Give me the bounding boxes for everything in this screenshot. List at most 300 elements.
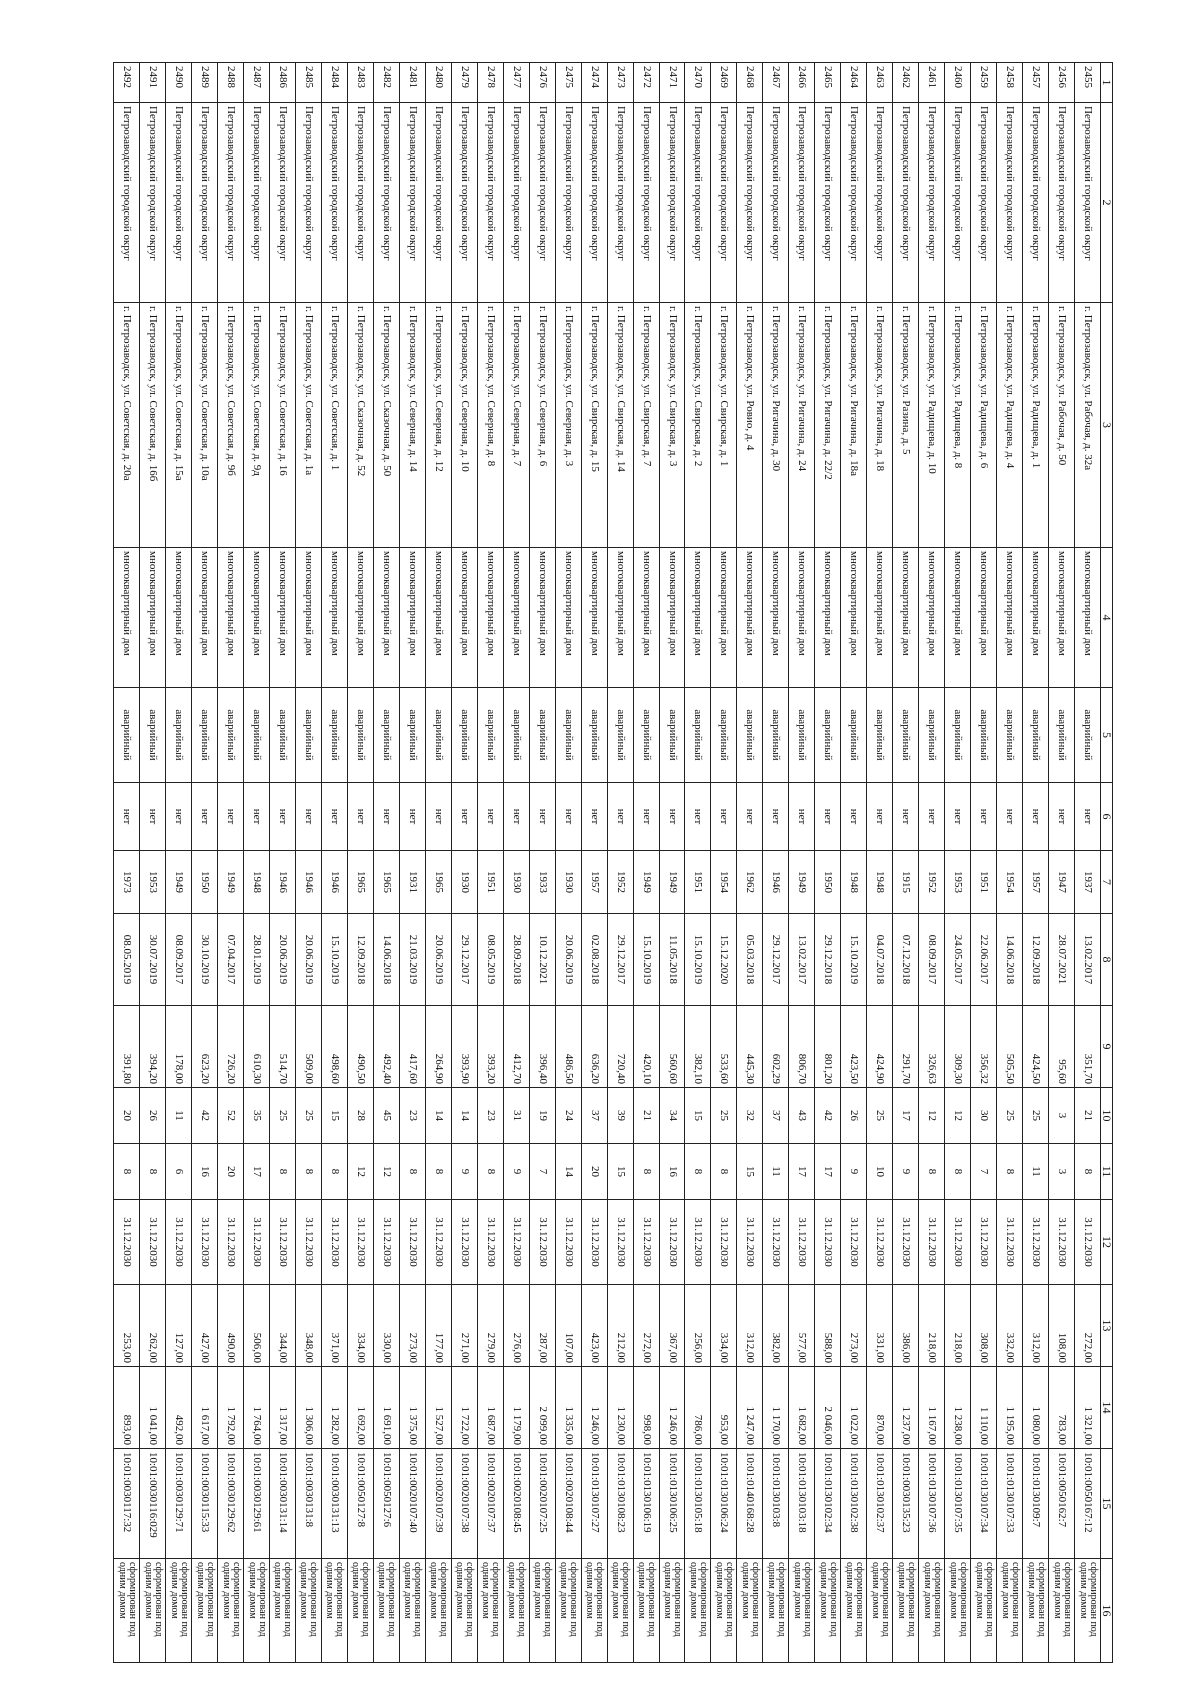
table-cell: г. Петрозаводск, ул. Радищева, д. 10 [919,303,945,548]
table-cell: 1933 [529,851,555,914]
table-cell: 577,00 [789,1285,815,1367]
table-cell: многоквартирный дом [114,548,140,688]
table-cell: 291,70 [893,1006,919,1088]
table-cell: 588,00 [815,1285,841,1367]
table-cell: аварийный [789,688,815,783]
table-row [737,63,763,1663]
table-cell: Петрозаводский городской округ [997,103,1023,303]
table-cell: Петрозаводский городской округ [425,103,451,303]
table-cell: 309,30 [945,1006,971,1088]
table-cell: 30.10.2019 [192,914,218,1006]
table-cell: Петрозаводский городской округ [841,103,867,303]
column-header: 4 [1101,548,1113,688]
table-cell: 31.12.2030 [919,1200,945,1285]
table-cell: 2476 [529,63,555,103]
table-cell: нет [685,783,711,851]
table-cell: аварийный [867,688,893,783]
table-cell: 1962 [737,851,763,914]
table-cell: многоквартирный дом [841,548,867,688]
table-cell: нет [503,783,529,851]
table-cell: 8 [270,1144,296,1200]
table-cell: 8 [114,1144,140,1200]
table-cell: многоквартирный дом [347,548,373,688]
table-cell: 7 [529,1144,555,1200]
table-cell: Петрозаводский городской округ [789,103,815,303]
table-cell: 393,90 [451,1006,477,1088]
table-cell: 10:01:0030116:029 [140,1449,166,1559]
table-cell: 31.12.2030 [607,1200,633,1285]
table-cell: 31.12.2030 [997,1200,1023,1285]
table-cell: 417,60 [399,1006,425,1088]
table-cell: 10.12.2021 [529,914,555,1006]
table-cell: аварийный [218,688,244,783]
table-cell: г. Петрозаводск, ул. Ровио, д. 4 [737,303,763,548]
table-cell: 31.12.2030 [373,1200,399,1285]
table-cell: 15.10.2019 [321,914,347,1006]
table-cell: 31.12.2030 [633,1200,659,1285]
table-cell: 424,90 [867,1006,893,1088]
table-cell: сформирован под одним домом [919,1559,945,1663]
table-cell: 412,70 [503,1006,529,1088]
table-cell: 31.12.2030 [451,1200,477,1285]
table-cell: Петрозаводский городской округ [1075,103,1101,303]
column-header: 3 [1101,303,1113,548]
table-cell: 10:01:0030129:71 [166,1449,192,1559]
table-cell: 31.12.2030 [529,1200,555,1285]
table-cell: 31.12.2030 [244,1200,270,1285]
table-cell: 1 306,00 [295,1367,321,1449]
table-cell: 2480 [425,63,451,103]
table-cell: г. Петрозаводск, ул. Советская, д. 1а [295,303,321,548]
table-cell: 1949 [166,851,192,914]
table-cell: 10:01:0130107:27 [581,1449,607,1559]
table-cell: многоквартирный дом [607,548,633,688]
table-cell: 17 [893,1088,919,1144]
table-cell: 423,50 [841,1006,867,1088]
table-cell: 10:01:0020107:25 [529,1449,555,1559]
table-cell: 28.01.2019 [244,914,270,1006]
table-cell: аварийный [841,688,867,783]
table-cell: 1 237,00 [893,1367,919,1449]
table-cell: г. Петрозаводск, ул. Северная, д. 8 [477,303,503,548]
table-row [1023,63,1049,1663]
table-cell: Петрозаводский городской округ [919,103,945,303]
table-cell: г. Петрозаводск, ул. Северная, д. 12 [425,303,451,548]
table-cell: сформирован под одним домом [425,1559,451,1663]
table-cell: 1 375,00 [399,1367,425,1449]
table-row [971,63,997,1663]
table-cell: сформирован под одним домом [477,1559,503,1663]
table-cell: 31.12.2030 [685,1200,711,1285]
table-cell: 8 [1075,1144,1101,1200]
table-cell: сформирован под одним домом [529,1559,555,1663]
table-cell: аварийный [685,688,711,783]
table-cell: 31.12.2030 [321,1200,347,1285]
table-cell: 31.12.2030 [503,1200,529,1285]
table-cell: 334,00 [347,1285,373,1367]
table-cell: сформирован под одним домом [659,1559,685,1663]
table-cell: 45 [373,1088,399,1144]
table-cell: 26 [140,1088,166,1144]
table-cell: 10:01:0130102:37 [867,1449,893,1559]
table-cell: 610,30 [244,1006,270,1088]
table-cell: 8 [997,1144,1023,1200]
table-cell: 1947 [1049,851,1075,914]
table-cell: 8 [140,1144,166,1200]
table-cell: 2492 [114,63,140,103]
table-cell: 31.12.2030 [711,1200,737,1285]
table-cell: 2486 [270,63,296,103]
table-cell: 07.12.2018 [893,914,919,1006]
table-cell: 331,00 [867,1285,893,1367]
table-cell: 533,60 [711,1006,737,1088]
table-cell: 08.09.2017 [166,914,192,1006]
table-cell: 2482 [373,63,399,103]
table-cell: многоквартирный дом [295,548,321,688]
table-cell: 31.12.2030 [659,1200,685,1285]
table-cell: нет [711,783,737,851]
header-row [1101,63,1113,1663]
table-cell: сформирован под одним домом [347,1559,373,1663]
table-cell: 29.12.2017 [763,914,789,1006]
table-cell: 08.05.2019 [114,914,140,1006]
table-cell: 9 [841,1144,867,1200]
table-cell: 8 [711,1144,737,1200]
table-cell: 1965 [373,851,399,914]
table-cell: аварийный [555,688,581,783]
table-cell: 15.10.2019 [633,914,659,1006]
table-cell: 509,00 [295,1006,321,1088]
table-cell: 420,10 [633,1006,659,1088]
table-cell: 273,00 [399,1285,425,1367]
table-cell: 1 246,00 [659,1367,685,1449]
table-cell: 2464 [841,63,867,103]
table-cell: 786,00 [685,1367,711,1449]
table-cell: г. Петрозаводск, ул. Советская, д. 1 [321,303,347,548]
table-cell: 720,40 [607,1006,633,1088]
table-cell: 14 [451,1088,477,1144]
table-cell: многоквартирный дом [581,548,607,688]
table-cell: 2478 [477,63,503,103]
table-cell: сформирован под одним домом [140,1559,166,1663]
table-cell: 806,70 [789,1006,815,1088]
table-cell: 1946 [270,851,296,914]
table-cell: Петрозаводский городской округ [893,103,919,303]
table-cell: 1954 [997,851,1023,914]
table-cell: сформирован под одним домом [997,1559,1023,1663]
table-cell: многоквартирный дом [633,548,659,688]
table-cell: аварийный [373,688,399,783]
table-cell: 05.03.2018 [737,914,763,1006]
table-cell: сформирован под одним домом [192,1559,218,1663]
table-cell: сформирован под одним домом [1075,1559,1101,1663]
table-cell: 31.12.2030 [425,1200,451,1285]
table-cell: аварийный [893,688,919,783]
table-cell: нет [399,783,425,851]
table-cell: 308,00 [971,1285,997,1367]
table-cell: 12.09.2018 [1023,914,1049,1006]
table-cell: сформирован под одним домом [321,1559,347,1663]
table-cell: многоквартирный дом [270,548,296,688]
table-cell: 2483 [347,63,373,103]
table-cell: Петрозаводский городской округ [399,103,425,303]
table-cell: Петрозаводский городской округ [451,103,477,303]
table-cell: 2456 [1049,63,1075,103]
table-cell: г. Петрозаводск, ул. Свирская, д. 15 [581,303,607,548]
table-cell: 2469 [711,63,737,103]
table-cell: 2459 [971,63,997,103]
table-cell: сформирован под одним домом [607,1559,633,1663]
table-cell: 1 764,00 [244,1367,270,1449]
table-cell: 1949 [633,851,659,914]
table-cell: аварийный [244,688,270,783]
table-cell: 6 [166,1144,192,1200]
table-cell: нет [945,783,971,851]
table-cell: 25 [867,1088,893,1144]
table-cell: многоквартирный дом [425,548,451,688]
table-cell: нет [244,783,270,851]
table-cell: 12 [919,1088,945,1144]
table-cell: 10:01:0130109:7 [1023,1449,1049,1559]
table-cell: Петрозаводский городской округ [555,103,581,303]
table-cell: 1 335,00 [555,1367,581,1449]
table-cell: г. Петрозаводск, ул. Сказочная, д. 52 [347,303,373,548]
column-header: 6 [1101,783,1113,851]
table-cell: сформирован под одним домом [581,1559,607,1663]
table-cell: г. Петрозаводск, ул. Северная, д. 14 [399,303,425,548]
table-cell: 24 [555,1088,581,1144]
table-cell: 8 [321,1144,347,1200]
table-cell: 15 [607,1144,633,1200]
table-cell: 24.05.2017 [945,914,971,1006]
table-cell: нет [166,783,192,851]
table-cell: 04.07.2018 [867,914,893,1006]
table-cell: 1 170,00 [763,1367,789,1449]
table-cell: 394,20 [140,1006,166,1088]
table-cell: г. Петрозаводск, ул. Сказочная, д. 50 [373,303,399,548]
table-cell: 17 [789,1144,815,1200]
table-cell: Петрозаводский городской округ [347,103,373,303]
table-cell: Петрозаводский городской округ [685,103,711,303]
table-cell: 1931 [399,851,425,914]
table-cell: 39 [607,1088,633,1144]
table-cell: аварийный [451,688,477,783]
table-cell: 2475 [555,63,581,103]
table-cell: 1 246,00 [581,1367,607,1449]
table-cell: 1953 [140,851,166,914]
table-cell: 1 317,00 [270,1367,296,1449]
table-cell: г. Петрозаводск, ул. Советская, д. 10а [192,303,218,548]
table-cell: 334,00 [711,1285,737,1367]
table-cell: 21.03.2019 [399,914,425,1006]
table-cell: 25 [1023,1088,1049,1144]
table-cell: 3 [1049,1144,1075,1200]
table-cell: 31.12.2030 [295,1200,321,1285]
table-cell: 326,63 [919,1006,945,1088]
table-cell: 264,90 [425,1006,451,1088]
table-cell: многоквартирный дом [763,548,789,688]
table-row [789,63,815,1663]
table-cell: 1948 [867,851,893,914]
table-cell: 486,50 [555,1006,581,1088]
table-cell: 20.06.2019 [555,914,581,1006]
table-cell: 2461 [919,63,945,103]
table-cell: 636,20 [581,1006,607,1088]
table-cell: 2471 [659,63,685,103]
table-cell: 12.09.2018 [347,914,373,1006]
table-cell: Петрозаводский городской округ [114,103,140,303]
table-cell: г. Петрозаводск, ул. Свирская, д. 14 [607,303,633,548]
table-cell: 1930 [503,851,529,914]
table-cell: аварийный [192,688,218,783]
table-cell: г. Петрозаводск, ул. Северная, д. 6 [529,303,555,548]
table-cell: Петрозаводский городской округ [477,103,503,303]
table-cell: 29.12.2017 [607,914,633,1006]
table-cell: многоквартирный дом [1023,548,1049,688]
table-cell: 29.12.2018 [815,914,841,1006]
table-cell: нет [659,783,685,851]
table-cell: аварийный [633,688,659,783]
table-cell: 351,70 [1075,1006,1101,1088]
table-row [607,63,633,1663]
table-cell: 10:01:0130102:38 [841,1449,867,1559]
table-cell: 2477 [503,63,529,103]
table-cell: 8 [399,1144,425,1200]
table-cell: 20.06.2019 [425,914,451,1006]
table-cell: нет [347,783,373,851]
table-cell: 7 [971,1144,997,1200]
table-cell: Петрозаводский городской округ [607,103,633,303]
table-cell: аварийный [971,688,997,783]
table-cell: 37 [763,1088,789,1144]
table-cell: 560,60 [659,1006,685,1088]
table-cell: Петрозаводский городской округ [166,103,192,303]
table-cell: нет [841,783,867,851]
table-cell: 1957 [581,851,607,914]
column-header: 2 [1101,103,1113,303]
table-cell: 2465 [815,63,841,103]
rotated-table-container [113,62,1113,1662]
table-cell: 271,00 [451,1285,477,1367]
table-cell: многоквартирный дом [789,548,815,688]
table-cell: нет [919,783,945,851]
table-cell: аварийный [347,688,373,783]
table-cell: г. Петрозаводск, ул. Ригачина, д. 30 [763,303,789,548]
table-cell: 10:01:0130103:18 [789,1449,815,1559]
table-cell: многоквартирный дом [555,548,581,688]
table-cell: 10:01:0130106:25 [659,1449,685,1559]
table-cell: 17 [244,1144,270,1200]
table-cell: 2489 [192,63,218,103]
table-cell: г. Петрозаводск, ул. Разина, д. 5 [893,303,919,548]
table-cell: 8 [633,1144,659,1200]
table-cell: аварийный [815,688,841,783]
table-cell: 22.06.2017 [971,914,997,1006]
table-cell: 31.12.2030 [399,1200,425,1285]
column-header: 12 [1101,1200,1113,1285]
table-cell: 424,50 [1023,1006,1049,1088]
table-cell: 16 [192,1144,218,1200]
table-cell: 273,00 [841,1285,867,1367]
table-row [373,63,399,1663]
table-cell: г. Петрозаводск, ул. Северная, д. 7 [503,303,529,548]
table-cell: 30 [971,1088,997,1144]
table-cell: Петрозаводский городской округ [270,103,296,303]
table-cell: нет [1075,783,1101,851]
table-cell: аварийный [529,688,555,783]
table-cell: сформирован под одним домом [399,1559,425,1663]
table-cell: сформирован под одним домом [945,1559,971,1663]
table-cell: нет [270,783,296,851]
table-cell: многоквартирный дом [997,548,1023,688]
column-header: 15 [1101,1449,1113,1559]
table-cell: 31.12.2030 [1075,1200,1101,1285]
table-cell: 998,00 [633,1367,659,1449]
table-cell: 20 [114,1088,140,1144]
table-cell: 1949 [218,851,244,914]
table-cell: 10:01:0130107:35 [945,1449,971,1559]
table-cell: 08.09.2017 [919,914,945,1006]
table-cell: 1 238,00 [945,1367,971,1449]
table-cell: многоквартирный дом [166,548,192,688]
table-cell: 1957 [1023,851,1049,914]
table-row [945,63,971,1663]
table-cell: 2 099,00 [529,1367,555,1449]
table-cell: аварийный [270,688,296,783]
table-cell: 2488 [218,63,244,103]
table-cell: Петрозаводский городской округ [867,103,893,303]
table-cell: 17 [815,1144,841,1200]
table-cell: нет [607,783,633,851]
table-cell: нет [529,783,555,851]
table-cell: сформирован под одним домом [166,1559,192,1663]
table-cell: нет [114,783,140,851]
table-row [659,63,685,1663]
table-cell: многоквартирный дом [867,548,893,688]
table-cell: 2470 [685,63,711,103]
table-cell: сформирован под одним домом [1049,1559,1075,1663]
table-cell: 2485 [295,63,321,103]
table-cell: 330,00 [373,1285,399,1367]
table-cell: 1946 [763,851,789,914]
table-cell: 42 [815,1088,841,1144]
table-cell: 31.12.2030 [737,1200,763,1285]
table-cell: нет [477,783,503,851]
table-cell: 490,00 [218,1285,244,1367]
table-cell: 3 [1049,1088,1075,1144]
table-row [1075,63,1101,1663]
table-cell: 31.12.2030 [581,1200,607,1285]
table-cell: сформирован под одним домом [503,1559,529,1663]
table-cell: 498,60 [321,1006,347,1088]
table-cell: аварийный [659,688,685,783]
table-cell: аварийный [581,688,607,783]
table-cell: 31.12.2030 [218,1200,244,1285]
table-cell: 25 [270,1088,296,1144]
table-cell: многоквартирный дом [919,548,945,688]
column-header: 16 [1101,1559,1113,1663]
table-cell: многоквартирный дом [1075,548,1101,688]
table-cell: 31.12.2030 [140,1200,166,1285]
table-cell: 272,00 [633,1285,659,1367]
table-cell: 10:01:0030131:14 [270,1449,296,1559]
table-cell: многоквартирный дом [192,548,218,688]
table-cell: 1948 [244,851,270,914]
table-cell: Петрозаводский городской округ [971,103,997,303]
table-cell: 218,00 [945,1285,971,1367]
table-cell: 391,80 [114,1006,140,1088]
table-cell: нет [581,783,607,851]
